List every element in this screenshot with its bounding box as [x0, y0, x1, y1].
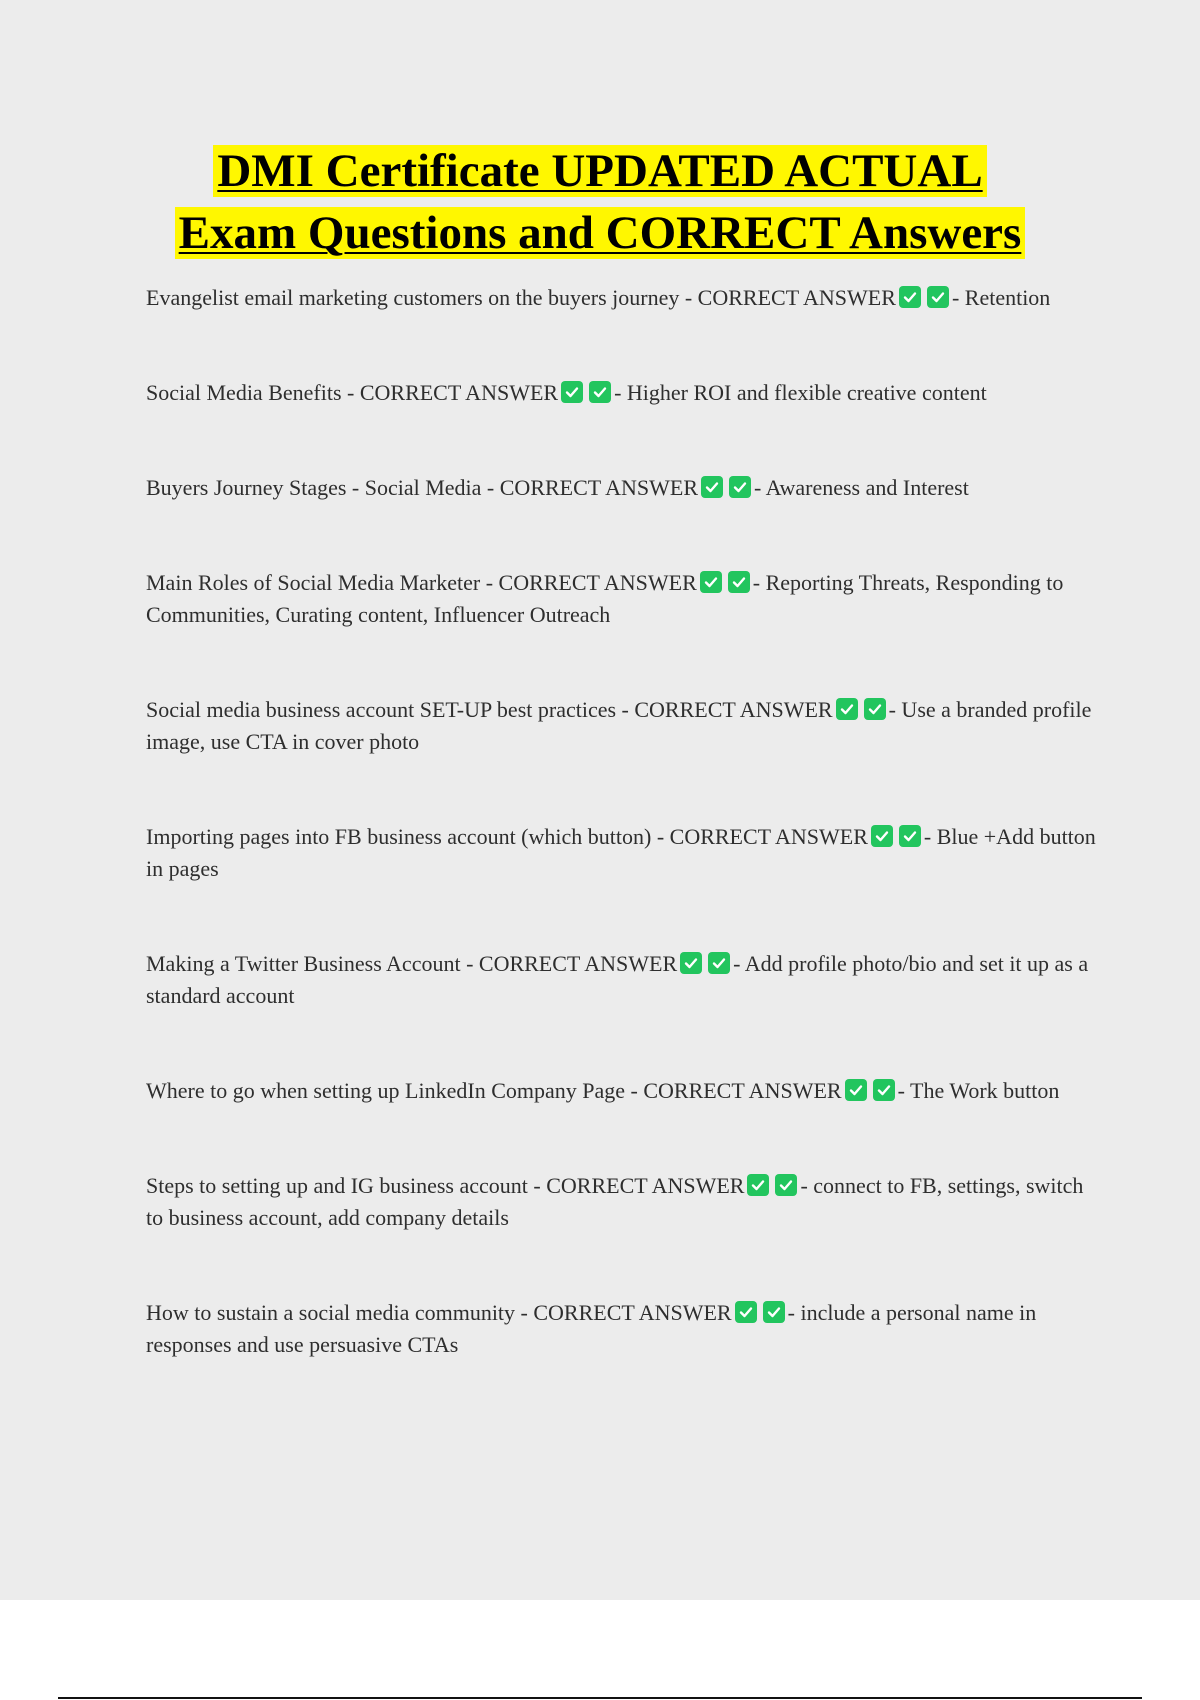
check-box-icon [864, 698, 886, 720]
qa-answer: - Add profile photo/bio and set it up as a standard account [146, 951, 1089, 1008]
qa-item [146, 694, 1096, 758]
title-line-2: Exam Questions and CORRECT Answers [175, 207, 1026, 259]
qa-item [146, 821, 1096, 885]
check-box-icon [561, 381, 583, 403]
qa-answer: - Reporting Threats, Responding to Communities, Curating content, Influencer Outreach [146, 570, 1064, 627]
qa-answer: - Use a branded profile image, use CTA in cover photo [146, 697, 1092, 754]
qa-question: Importing pages into FB business account (which button) - CORRECT ANSWER [146, 824, 868, 849]
check-box-icon [927, 286, 949, 308]
check-box-icon [873, 1079, 895, 1101]
qa-item [146, 948, 1096, 1012]
check-box-icon [708, 952, 730, 974]
qa-item [146, 1297, 1096, 1361]
qa-answer: - Retention [951, 285, 1051, 310]
qa-question: Main Roles of Social Media Marketer - CORRECT ANSWER [146, 570, 697, 595]
check-box-icon [899, 286, 921, 308]
qa-question: Steps to setting up and IG business account - CORRECT ANSWER [146, 1173, 745, 1198]
qa-question: Where to go when setting up LinkedIn Company Page - CORRECT ANSWER [146, 1078, 842, 1103]
qa-item [146, 1075, 1096, 1107]
qa-answer: - include a personal name in responses and use persuasive CTAs [146, 1300, 1037, 1357]
qa-answer: - Blue +Add button in pages [146, 824, 1096, 881]
qa-question: Social media business account SET-UP best practices - CORRECT ANSWER [146, 697, 833, 722]
check-box-icon [747, 1174, 769, 1196]
check-box-icon [701, 476, 723, 498]
check-box-icon [899, 825, 921, 847]
qa-item [146, 377, 1096, 409]
qa-item [146, 567, 1096, 631]
qa-question: How to sustain a social media community - CORRECT ANSWER [146, 1300, 732, 1325]
qa-list [146, 282, 1096, 1424]
document-title [0, 140, 1200, 264]
qa-question: Social Media Benefits - CORRECT ANSWER [146, 380, 559, 405]
check-box-icon [775, 1174, 797, 1196]
check-box-icon [735, 1301, 757, 1323]
qa-question: Making a Twitter Business Account - CORRECT ANSWER [146, 951, 678, 976]
title-line-1: DMI Certificate UPDATED ACTUAL [213, 145, 986, 197]
check-box-icon [763, 1301, 785, 1323]
qa-answer: - The Work button [897, 1078, 1060, 1103]
check-box-icon [728, 571, 750, 593]
check-box-icon [836, 698, 858, 720]
check-box-icon [729, 476, 751, 498]
check-box-icon [871, 825, 893, 847]
check-box-icon [589, 381, 611, 403]
qa-answer: - Awareness and Interest [754, 475, 969, 500]
qa-item [146, 1170, 1096, 1234]
qa-question: Buyers Journey Stages - Social Media - CORRECT ANSWER [146, 475, 698, 500]
qa-item [146, 282, 1096, 314]
qa-item [146, 472, 1096, 504]
check-box-icon [845, 1079, 867, 1101]
check-box-icon [680, 952, 702, 974]
qa-answer: - Higher ROI and flexible creative content [614, 380, 987, 405]
check-box-icon [700, 571, 722, 593]
qa-answer: - connect to FB, settings, switch to business account, add company details [146, 1173, 1084, 1230]
footer-divider [58, 1697, 1142, 1699]
qa-question: Evangelist email marketing customers on the buyers journey - CORRECT ANSWER [146, 285, 896, 310]
